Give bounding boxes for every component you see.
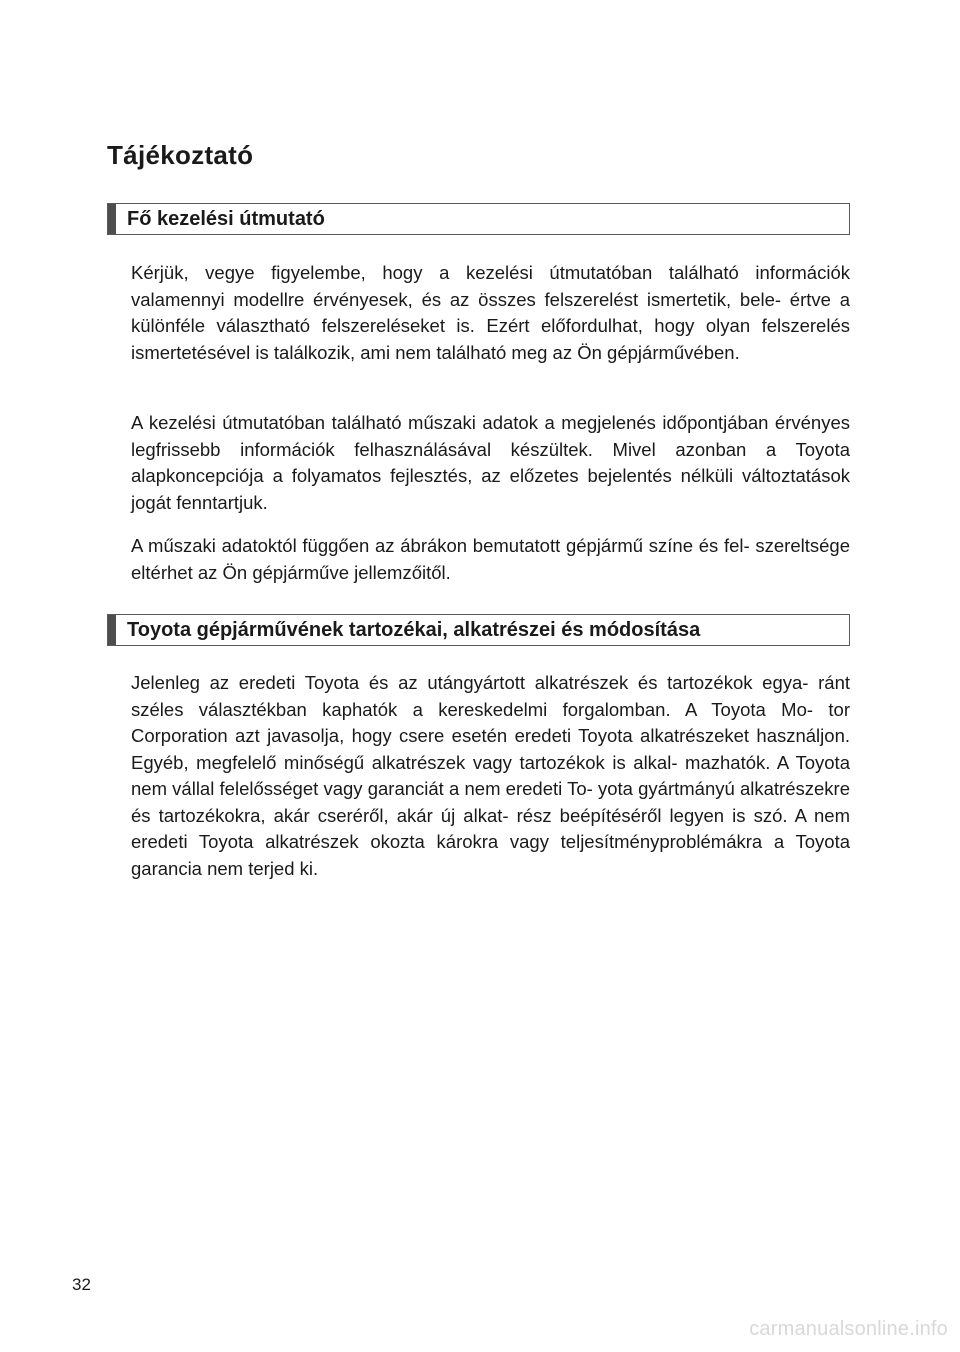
watermark: carmanualsonline.info: [749, 1318, 948, 1340]
section-header-main-guide: [107, 203, 850, 235]
section-heading: Toyota gépjárművének tartozékai, alkatrészei és módosítása: [127, 618, 701, 641]
paragraph-technical-data: A kezelési útmutatóban található műszaki adatok a megjelenés időpontjában érvényes legfrissebb információk felhasználásával készültek. Mivel azonban a Toyota alapkoncepciója a folyamatos fejlesztés, az előzetes bejelentés nélküli változtatások jogát fenntartjuk.: [131, 412, 850, 513]
section-header-bar: [108, 204, 116, 234]
page-number: 32: [72, 1275, 91, 1294]
paragraph-accessories: Jelenleg az eredeti Toyota és az utángyártott alkatrészek és tartozékok egya- ránt széles választékban kaphatók a kereskedelmi forgalomban. A Toyota Mo- tor Corporation azt javasolja, hogy csere esetén eredeti Toyota alkatrészeket használjon. Egyéb, megfelelő minőségű alkatrészek vagy tartozékok is alkal- mazhatók. A Toyota nem vállal felelősséget vagy garanciát a nem eredeti To- yota gyártmányú alkatrészekre és tartozékokra, akár cseréről, akár új alkat- rész beépítéséről legyen is szó. A nem eredeti Toyota alkatrészek okozta károkra vagy teljesítményproblémákra a Toyota garancia nem terjed ki.: [131, 672, 850, 879]
page-title: Tájékoztató: [107, 140, 254, 170]
section-header-bar: [108, 615, 116, 645]
section-heading: Fő kezelési útmutató: [127, 207, 325, 230]
section-header-accessories: [107, 614, 850, 646]
paragraph-illustrations: A műszaki adatoktól függően az ábrákon bemutatott gépjármű színe és fel- szereltsége eltérhet az Ön gépjárműve jellemzőitől.: [131, 535, 850, 583]
paragraph-guide-scope: Kérjük, vegye figyelembe, hogy a kezelési útmutatóban található információk valamennyi modellre érvényesek, és az összes felszerelést ismertetik, bele- értve a különféle választható felszereléseket is. Ezért előfordulhat, hogy olyan felszerelés ismertetésével is találkozik, ami nem található meg az Ön gépjárművében.: [131, 262, 850, 363]
